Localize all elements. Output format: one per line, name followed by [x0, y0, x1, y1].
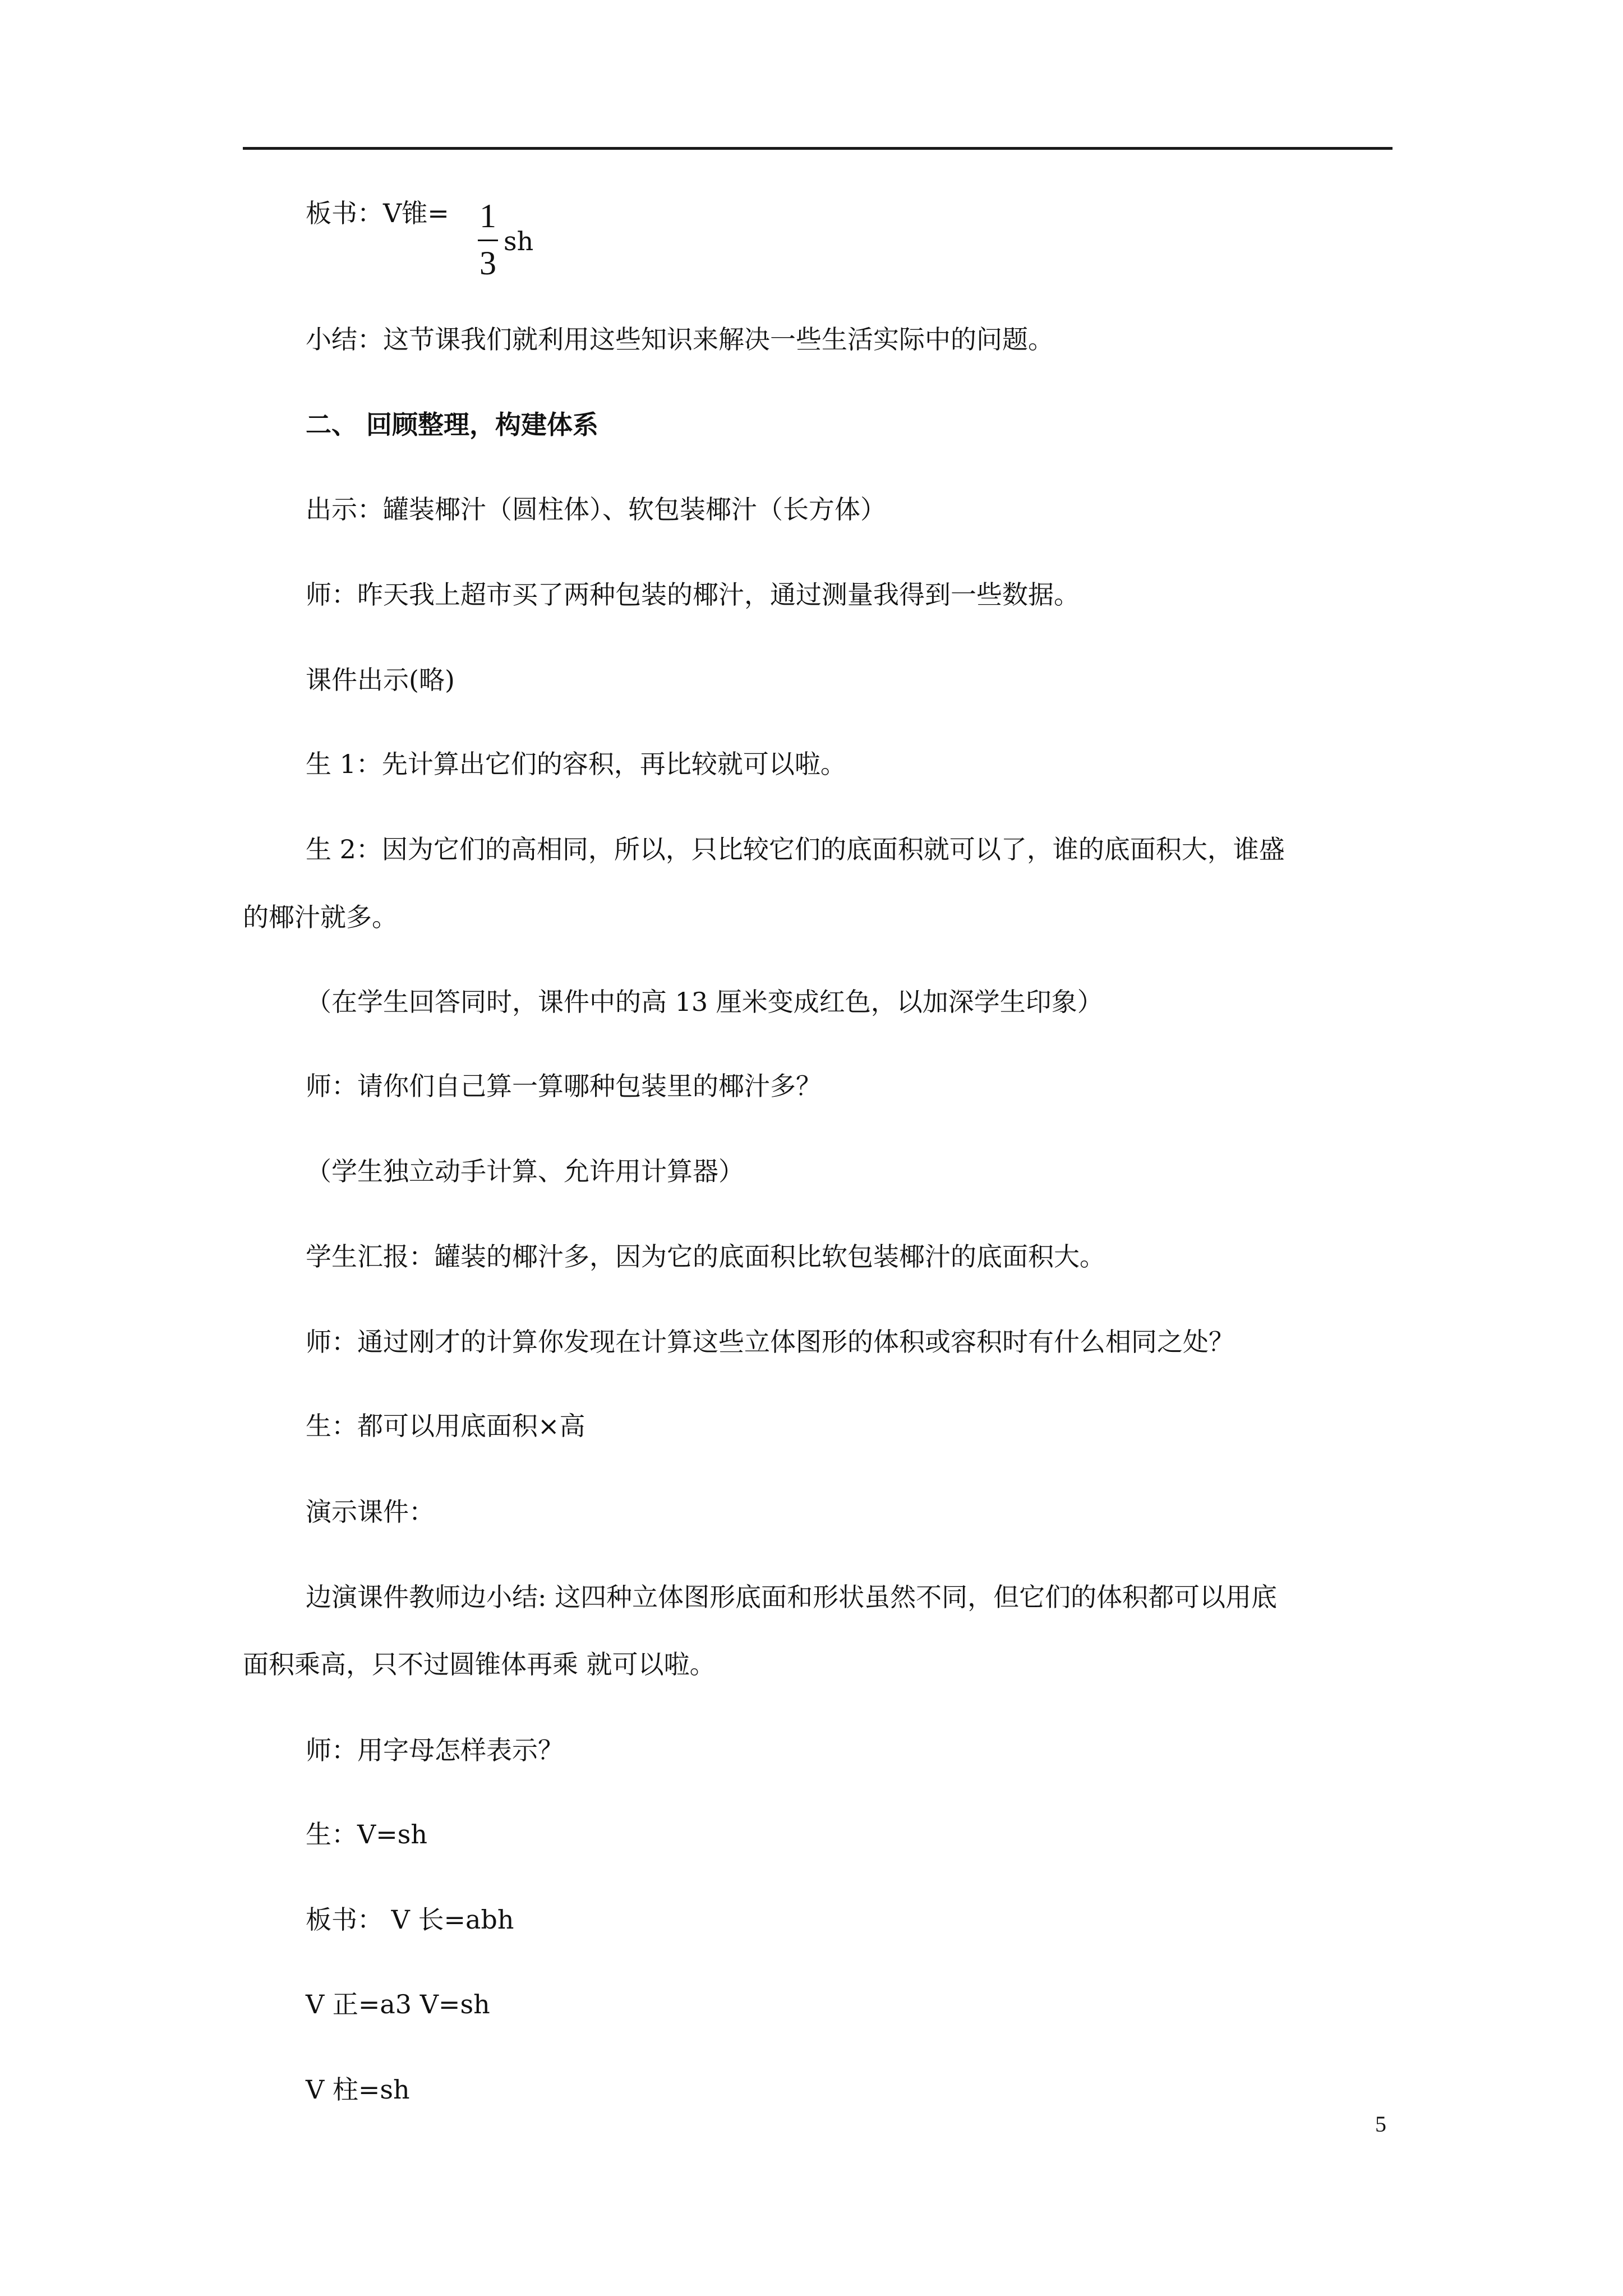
paragraph-report: 学生汇报：罐装的椰汁多，因为它的底面积比软包装椰汁的底面积大。 [306, 1241, 1105, 1272]
paragraph-teacher-2: 师：请你们自己算一算哪种包装里的椰汁多？ [306, 1071, 822, 1101]
paragraph-courseware: 课件出示(略) [306, 665, 455, 695]
paragraph-student-2-cont: 的椰汁就多。 [243, 902, 398, 932]
paragraph-student-1: 生 1：先计算出它们的容积，再比较就可以啦。 [306, 749, 846, 779]
paragraph-summary-2: 边演课件教师边小结: 这四种立体图形底面和形状虽然不同，但它们的体积都可以用底 [306, 1582, 1278, 1612]
paragraph-board-1: 板书： V 长=abh [306, 1904, 514, 1935]
paragraph-student-3: 生：都可以用底面积×高 [306, 1411, 585, 1441]
paragraph-summary-2-cont: 面积乘高，只不过圆锥体再乘 就可以啦。 [243, 1649, 716, 1680]
paragraph-board-3: V 柱=sh [306, 2074, 410, 2105]
paragraph-note-2: （学生独立动手计算、允许用计算器） [306, 1156, 744, 1186]
paragraph-note-1: （在学生回答同时，课件中的高 13 厘米变成红色，以加深学生印象） [306, 987, 1103, 1017]
formula-tail: sh [504, 226, 534, 256]
paragraph-student-2: 生 2：因为它们的高相同，所以，只比较它们的底面积就可以了，谁的底面积大，谁盛 [306, 834, 1285, 864]
paragraph-student-4: 生：V=sh [306, 1819, 427, 1849]
fraction-denominator: 3 [479, 245, 496, 282]
paragraph-demo: 演示课件： [306, 1497, 435, 1527]
paragraph-teacher-1: 师：昨天我上超市买了两种包装的椰汁，通过测量我得到一些数据。 [306, 579, 1080, 610]
fraction-numerator: 1 [479, 197, 496, 234]
paragraph-show: 出示：罐装椰汁（圆柱体）、软包装椰汁（长方体） [306, 494, 886, 524]
section-heading: 二、 回顾整理，构建体系 [306, 409, 599, 440]
paragraph-summary: 小结：这节课我们就利用这些知识来解决一些生活实际中的问题。 [306, 324, 1054, 355]
paragraph-board-2: V 正=a3 V=sh [306, 1989, 490, 2019]
fraction-bar [478, 240, 498, 241]
page-number: 5 [1375, 2111, 1386, 2137]
header-rule [243, 147, 1393, 150]
formula-label: 板书：V锥= [306, 198, 449, 228]
paragraph-teacher-4: 师：用字母怎样表示？ [306, 1735, 564, 1765]
paragraph-teacher-3: 师：通过刚才的计算你发现在计算这些立体图形的体积或容积时有什么相同之处？ [306, 1327, 1234, 1357]
